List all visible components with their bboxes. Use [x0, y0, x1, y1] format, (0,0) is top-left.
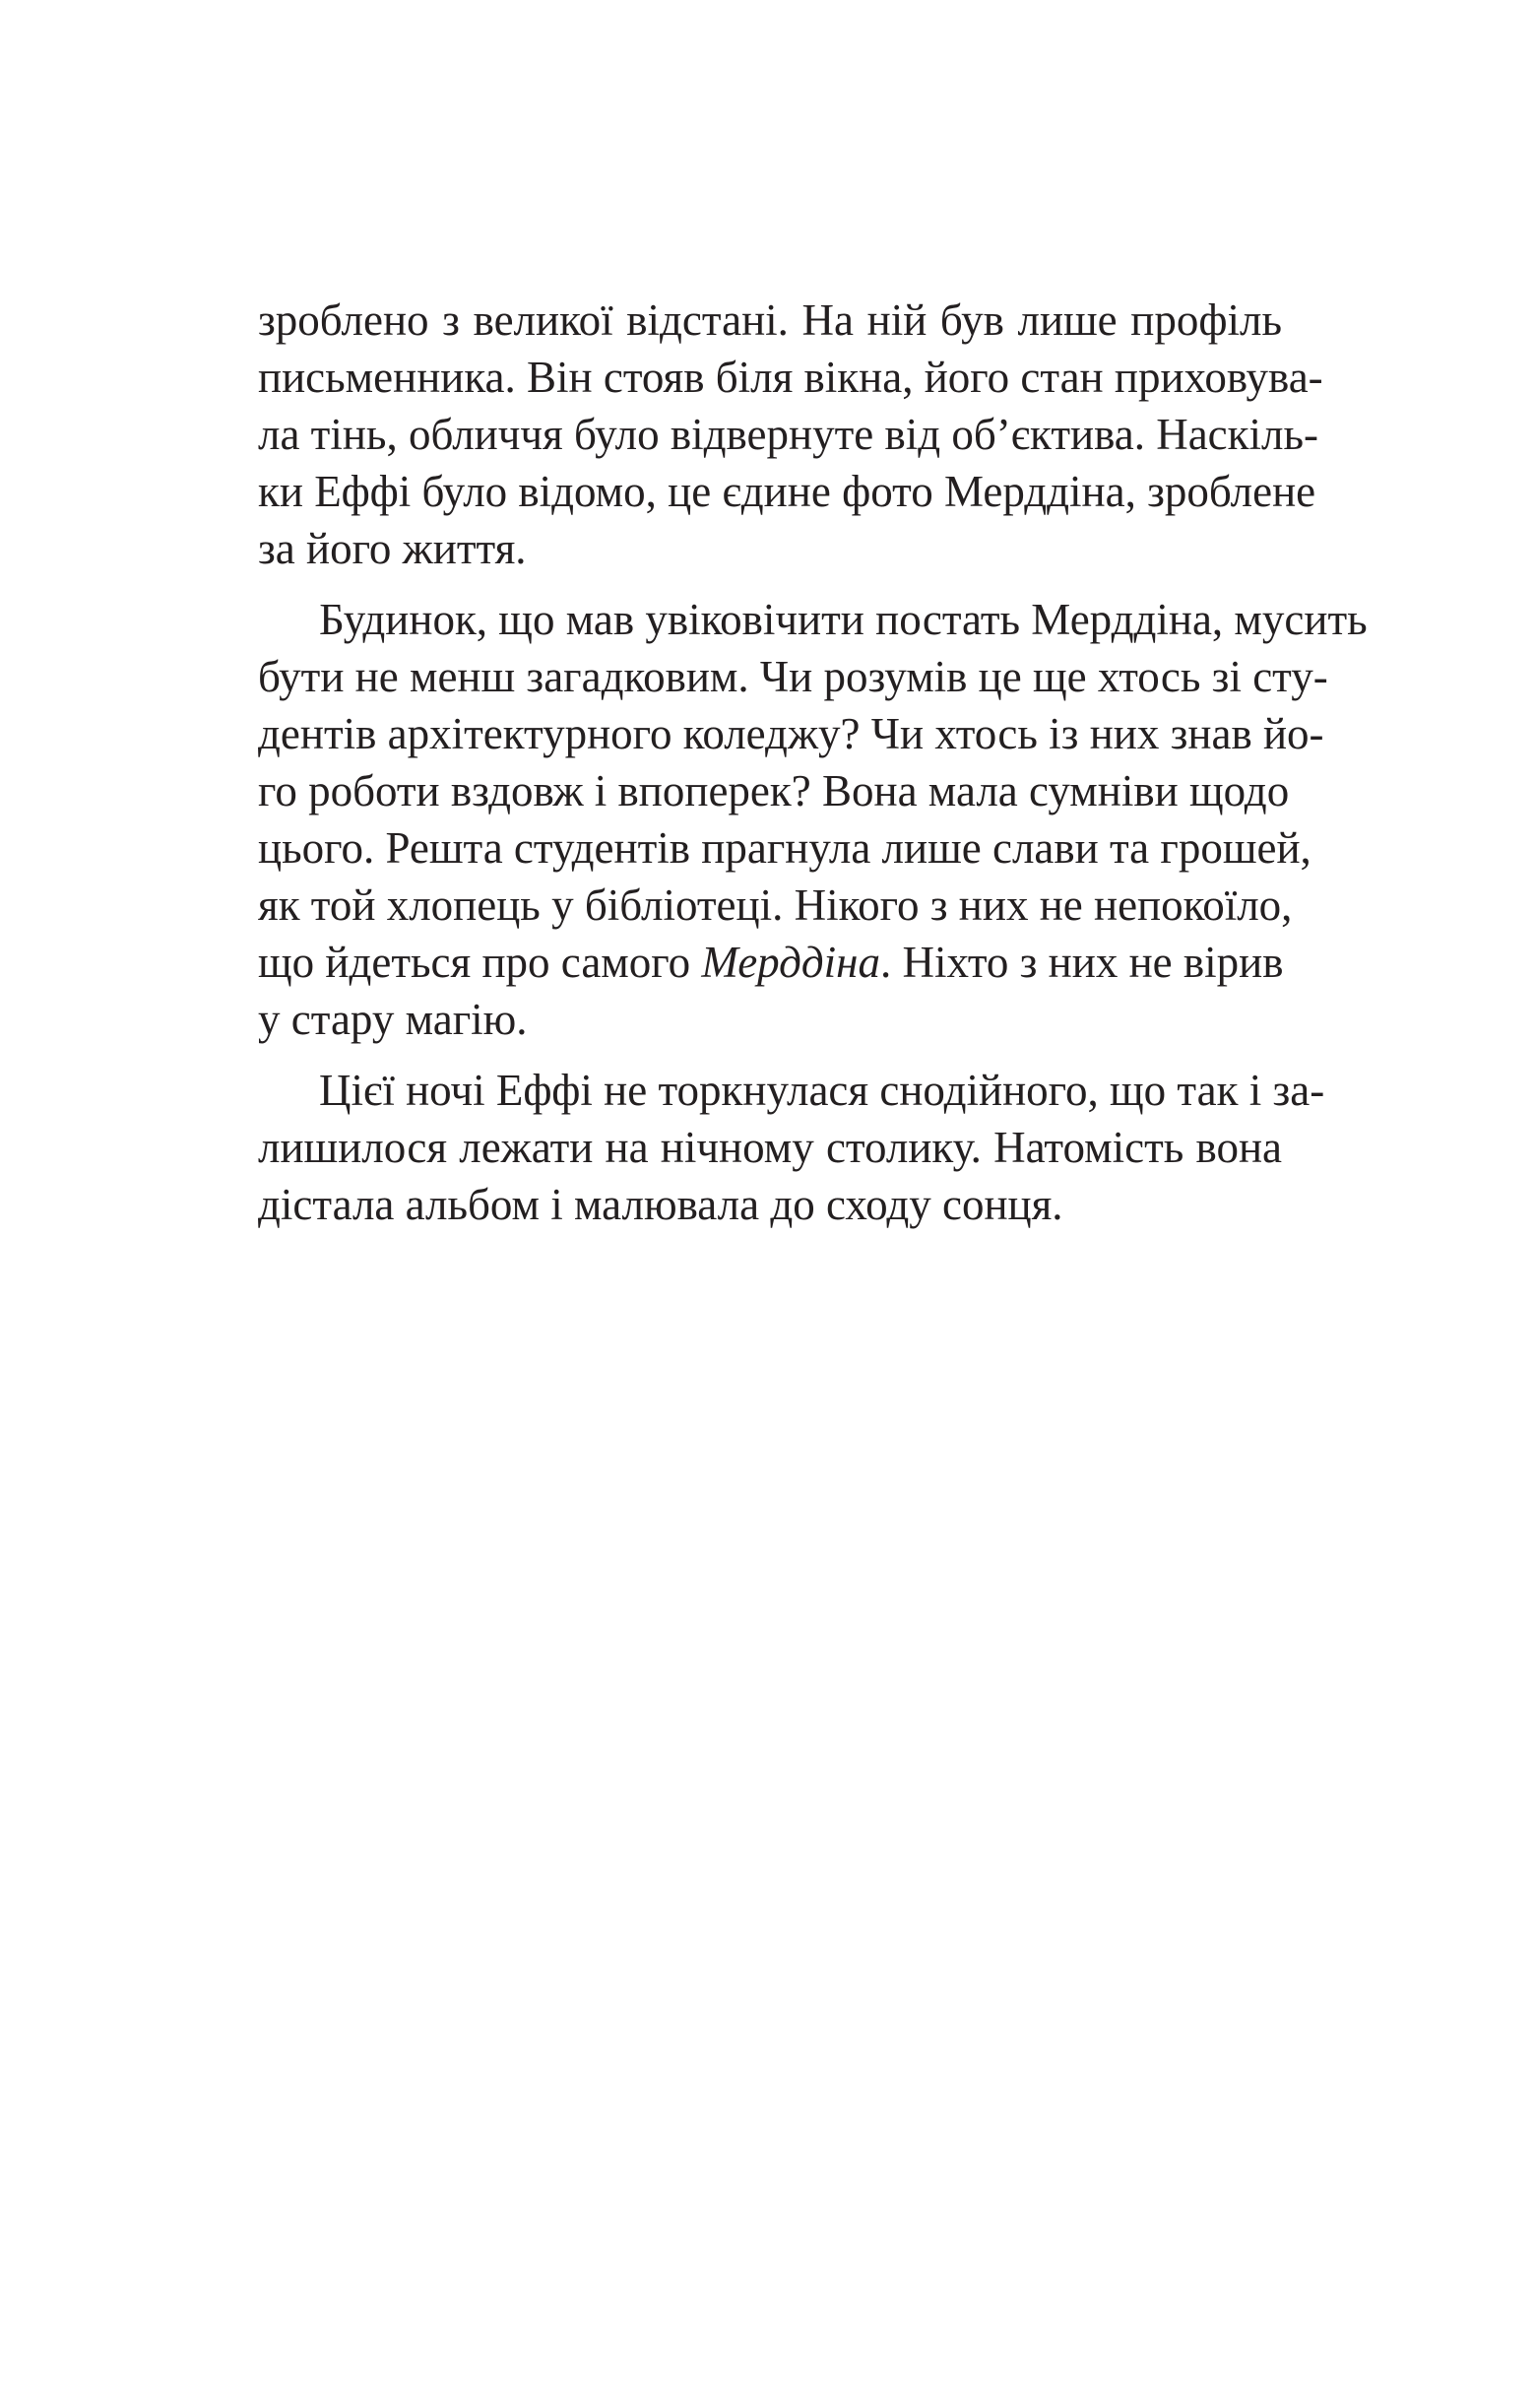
text-line: за його життя.: [258, 524, 527, 573]
body-text: [258, 292, 1368, 1233]
text-line: дентів архітектурного коледжу? Чи хтось із них знав йо-: [258, 709, 1324, 758]
text-line: письменника. Він стояв біля вікна, його стан приховува-: [258, 353, 1323, 402]
text-line: Будинок, що мав увіковічити постать Мерддіна, мусить: [319, 595, 1368, 644]
paragraph-1: [258, 292, 1323, 577]
text-fragment: . Ніхто з них не вірив: [879, 938, 1284, 987]
text-line: зроблено з великої відстані. На ній був лише профіль: [258, 295, 1282, 345]
text-line: у стару магію.: [258, 995, 528, 1044]
italic-name: Мерддіна: [701, 938, 880, 987]
text-line: Цієї ночі Еффі не торкнулася снодійного, що так і за-: [319, 1066, 1325, 1115]
paragraph-2: [258, 591, 1368, 1048]
text-line-with-italic: [258, 934, 1282, 991]
text-line: бути не менш загадковим. Чи розумів це ще хтось зі сту-: [258, 652, 1328, 701]
text-line: ла тінь, обличчя було відвернуте від об’єктива. Наскіль-: [258, 410, 1318, 459]
text-line: лишилося лежати на нічному столику. Натомість вона: [258, 1123, 1282, 1172]
text-line: цього. Решта студентів прагнула лише слави та грошей,: [258, 823, 1311, 873]
text-fragment: що йдеться про самого: [258, 938, 702, 987]
text-line: ки Еффі було відомо, це єдине фото Мерддіна, зроблене: [258, 467, 1316, 516]
text-line: як той хлопець у бібліотеці. Нікого з них не непокоїло,: [258, 880, 1293, 930]
text-line: го роботи вздовж і впоперек? Вона мала сумніви щодо: [258, 766, 1290, 815]
paragraph-3: [258, 1062, 1325, 1233]
text-line: дістала альбом і малювала до сходу сонця.: [258, 1180, 1063, 1229]
